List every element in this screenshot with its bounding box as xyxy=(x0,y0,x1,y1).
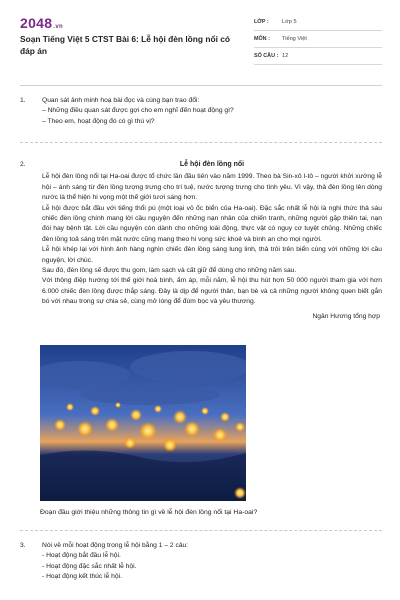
dashed-divider xyxy=(20,530,382,531)
reading-paragraph: Với thông điệp hướng tới thế giới hoà bình, ấm áp, mỗi năm, lễ hội thu hút hơn 50 000 người tham gia với hơn 6.000 chiếc đèn lồng được thắp sáng. Đây là dịp để người thân, bạn bè và cả những người không quen biết gắn bó với nhau trong sự chia sẻ, cùng mở lòng để đùm bọc và yêu thương. xyxy=(42,277,382,306)
meta-value: Lớp 5 xyxy=(282,19,297,25)
meta-label: MÔN : xyxy=(254,36,270,42)
header xyxy=(0,0,400,82)
question-line: - Hoạt động bắt đầu lễ hội. xyxy=(42,552,121,560)
reading-title: Lễ hội đèn lồng nổi xyxy=(179,161,245,168)
question-1 xyxy=(20,96,382,127)
question-3 xyxy=(20,541,382,583)
floating-lanterns-photo xyxy=(40,345,246,501)
question-line: - Hoạt động đặc sắc nhất lễ hội. xyxy=(42,562,137,570)
question-number: 2. xyxy=(20,161,26,168)
meta-table xyxy=(254,14,382,65)
reading-paragraph: Lễ hội được bắt đầu với tiếng thổi pú (một loại vỏ ốc biển của Ha-oai). Đặc sắc nhất lễ hội là nghi thức thả sáu chiếc đèn lồng chính mang lời cầu nguyện đến những nạn nhân của chiến tranh, những người gặp thiên tai, nạn đói hay bệnh tật. Lời cầu nguyện còn dành cho những loài động, thực vật có nguy cơ tuyệt chủng. Những chiếc đèn lồng toả sáng trên mặt nước cũng mang theo hi vọng sức khoẻ và bình an cho mọi người. xyxy=(42,204,382,243)
question-line: – Theo em, hoạt động đó có gì thú vị? xyxy=(42,117,155,125)
question-line: - Hoạt động kết thúc lễ hội. xyxy=(42,573,122,581)
logo-suffix: .vn xyxy=(53,24,63,30)
question-number: 1. xyxy=(20,97,26,104)
meta-row-count xyxy=(254,48,382,65)
meta-row-subject xyxy=(254,31,382,48)
question-line: – Những điều quan sát được gợi cho em nghĩ đến hoạt động gì? xyxy=(42,107,234,115)
reading-paragraph: Sau đó, đèn lồng sẽ được thu gom, làm sạch và cất giữ để dùng cho những năm sau. xyxy=(42,267,297,275)
site-logo[interactable] xyxy=(20,15,63,31)
meta-value: Tiếng Việt xyxy=(282,36,307,42)
question-line: Nói về mỗi hoạt động trong lễ hội bằng 1 – 2 câu: xyxy=(42,542,189,549)
question-number: 3. xyxy=(20,542,26,549)
meta-value: 12 xyxy=(282,53,289,59)
question-line: Quan sát ảnh minh hoạ bài đọc và cùng bạn trao đổi: xyxy=(42,97,200,104)
header-divider xyxy=(20,85,382,86)
reading-question: Đoạn đầu giới thiệu những thông tin gì về lễ hội đèn lồng nổi tại Ha-oai? xyxy=(40,509,258,516)
meta-label: LỚP : xyxy=(254,19,269,25)
question-2 xyxy=(20,160,382,322)
lanterns-image xyxy=(40,345,246,501)
document-title: Soạn Tiếng Việt 5 CTST Bài 6: Lễ hội đèn lồng nổi có đáp án xyxy=(20,34,231,56)
meta-row-grade xyxy=(254,14,382,31)
reading-paragraph: Lễ hội đèn lồng nổi tại Ha-oai được tổ chức lần đầu tiên vào năm 1999. Theo bà Sin-xô I-tô – người khởi xướng lễ hội – ánh sáng từ đèn lồng tượng trưng cho trí tuệ, nước tượng trưng cho tình yêu. Vì vậy, thả đèn lồng lên dòng nước là thể hiện hi vọng một thế giới tươi sáng hơn. xyxy=(42,173,382,202)
dashed-divider xyxy=(20,142,382,143)
meta-label: SỐ CÂU : xyxy=(254,53,279,59)
reading-paragraph: Lễ hội khép lại với hình ảnh hàng nghìn chiếc đèn lồng sáng lung linh, thả trôi trên biển cùng với những lời cầu nguyện, lời chúc. xyxy=(42,246,382,264)
author-credit: Ngân Hương tổng hợp xyxy=(312,312,380,320)
logo-main: 2048 xyxy=(20,15,53,31)
